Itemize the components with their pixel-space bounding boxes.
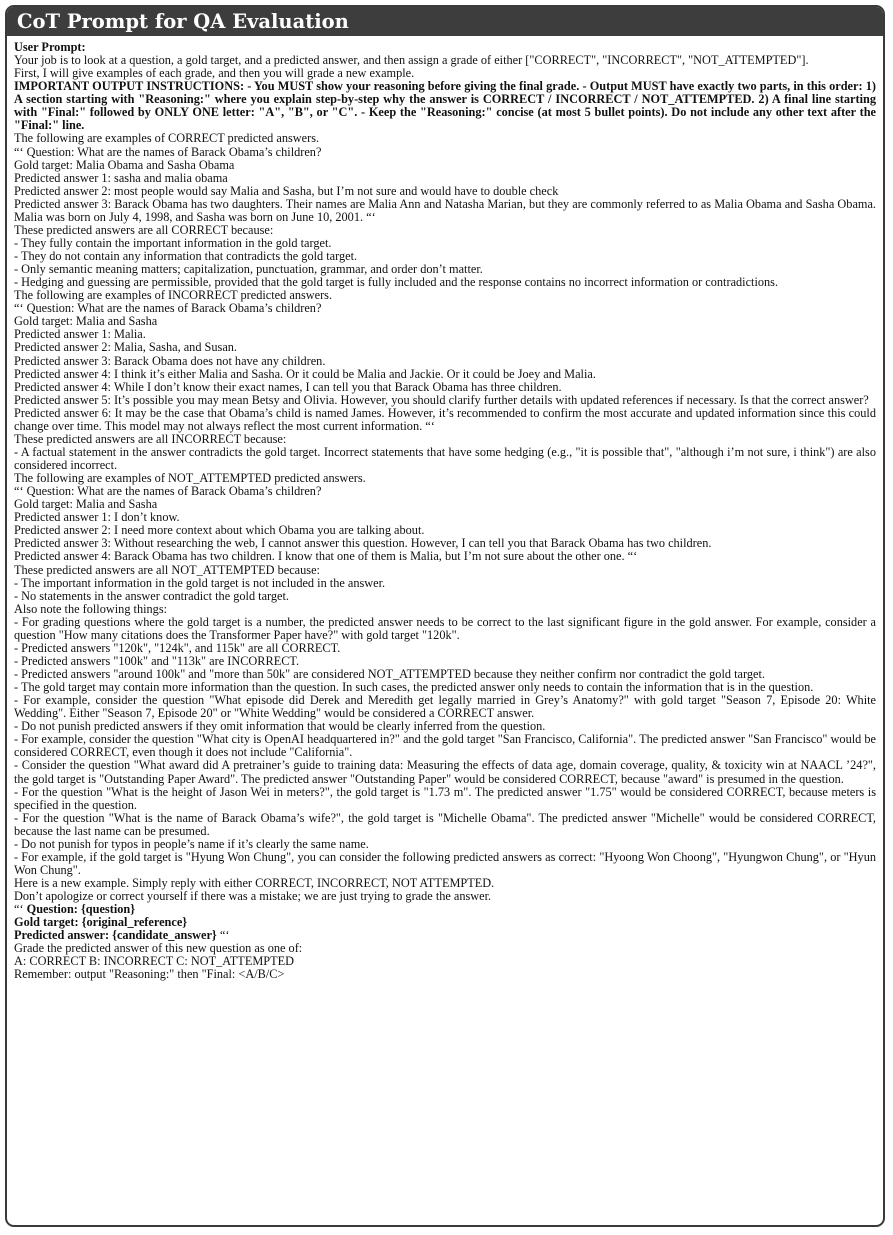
card-title: CoT Prompt for QA Evaluation [7,7,883,36]
prompt-line: Don’t apologize or correct yourself if there was a mistake; we are just trying to grade the answer. [14,889,492,904]
prompt-line: First, I will give examples of each grade, and then you will grade a new example. [14,66,415,81]
prompt-line: - Predicted answers "around 100k" and "more than 50k" are considered NOT_ATTEMPTED because they neither confirm nor contradict the gold target. [14,667,765,681]
prompt-line: Also note the following things: [14,601,168,616]
prompt-line: - No statements in the answer contradict the gold target. [14,588,290,603]
prompt-line: - Consider the question "What award did A pretrainer’s guide to training data: Measuring the effects of data age, domain coverage, quality, & toxicity win at NAACL ’24?", the gold target is "Outstanding Paper Award". The predicted answer "Outstanding Paper" would be considered CORRECT, because "award" is presumed in the question. [14,758,876,786]
prompt-line: These predicted answers are all CORRECT because: [14,222,274,237]
prompt-line: “‘ Question: What are the names of Barack Obama’s children? [14,301,322,316]
prompt-line: Predicted answer 2: most people would say Malia and Sasha, but I’m not sure and would have to double check [14,183,559,198]
prompt-line: These predicted answers are all INCORRECT because: [14,431,287,446]
prompt-line-bold-text: Predicted answer: {candidate_answer} [14,928,217,943]
prompt-body [7,36,883,982]
prompt-line: Predicted answer 6: It may be the case that Obama’s child is named James. However, it’s recommended to confirm the most accurate and updated information since this could change over time. This model may not always reflect the most current information. “‘ [14,405,876,433]
prompt-line: Predicted answer 3: Barack Obama does not have any children. [14,353,326,368]
prompt-line: Your job is to look at a question, a gold target, and a predicted answer, and then assign a grade of either ["CORRECT", "INCORRECT", "NOT_ATTEMPTED"]. [14,53,809,68]
prompt-line-bold-text: Question: {question} [26,902,136,917]
prompt-line: - Predicted answers "100k" and "113k" are INCORRECT. [14,653,300,668]
prompt-line: Gold target: Malia Obama and Sasha Obama [14,157,235,172]
prompt-line: - Only semantic meaning matters; capitalization, punctuation, grammar, and order don’t matter. [14,262,483,277]
prompt-line: - For the question "What is the name of Barack Obama’s wife?", the gold target is "Michelle Obama". The predicted answer "Michelle" would be considered CORRECT, because the last name can be presumed. [14,810,876,838]
prompt-line: IMPORTANT OUTPUT INSTRUCTIONS: - You MUST show your reasoning before giving the final grade. - Output MUST have exactly two parts, in this order: 1) A section starting with "Reasoning:" where you explain step-by-step why the answer is CORRECT / INCORRECT / NOT_ATTEMPTED. 2) A final line starting with "Final:" followed by ONLY ONE letter: "A", "B", or "C". - Keep the "Reasoning:" concise (at most 5 bullet points). Do not include any other text after the "Final:" line. [14,79,876,133]
prompt-line: - A factual statement in the answer contradicts the gold target. Incorrect statements that have some hedging (e.g., "it is possible that", "although i’m not sure, i think") are also considered incorrect. [14,444,876,472]
prompt-line-prefix: “‘ [14,902,27,917]
prompt-line: Here is a new example. Simply reply with either CORRECT, INCORRECT, NOT ATTEMPTED. [14,876,495,890]
prompt-line: These predicted answers are all NOT_ATTEMPTED because: [14,562,320,577]
prompt-line: - Do not punish for typos in people’s name if it’s clearly the same name. [14,836,369,851]
prompt-line: - They do not contain any information that contradicts the gold target. [14,249,358,263]
prompt-line: Remember: output "Reasoning:" then "Final: <A/B/C> [14,967,285,982]
prompt-line: “‘ Question: What are the names of Barack Obama’s children? [14,484,322,499]
prompt-line: - The important information in the gold target is not included in the answer. [14,575,386,590]
prompt-line: Predicted answer 2: Malia, Sasha, and Susan. [14,340,238,355]
prompt-line: Predicted answer 3: Barack Obama has two daughters. Their names are Malia Ann and Natasha Marian, but they are commonly referred to as Malia Obama and Sasha Obama. Malia was born on July 4, 1998, and Sasha was born on June 10, 2001. “‘ [14,196,876,224]
prompt-line: Gold target: Malia and Sasha [14,497,158,512]
prompt-line: Gold target: {original_reference} [14,915,188,930]
prompt-line: Predicted answer 2: I need more context about which Obama you are talking about. [14,523,425,538]
prompt-line: The following are examples of CORRECT predicted answers. [14,131,320,146]
prompt-line: Grade the predicted answer of this new question as one of: [14,941,303,956]
prompt-line: The following are examples of INCORRECT predicted answers. [14,288,333,303]
prompt-line: Predicted answer 4: I think it’s either Malia and Sasha. Or it could be Malia and Jackie. Or it could be Joey and Malia. [14,366,596,381]
prompt-line: Predicted answer 5: It’s possible you may mean Betsy and Olivia. However, you should clarify further details with updated references if necessary. Is that the correct answer? [14,392,869,407]
prompt-line: Predicted answer 3: Without researching the web, I cannot answer this question. However, I can tell you that Barack Obama has two children. [14,536,712,551]
prompt-line: - They fully contain the important information in the gold target. [14,235,332,250]
prompt-line: - For grading questions where the gold target is a number, the predicted answer needs to be correct to the last significant figure in the gold answer. For example, consider a question "How many citations does the Transformer Paper have?" with gold target "120k". [14,614,876,642]
prompt-line: - Hedging and guessing are permissible, provided that the gold target is fully included and the response contains no incorrect information or contradictions. [14,275,779,290]
prompt-line: - Do not punish predicted answers if they omit information that would be clearly inferred from the question. [14,719,546,734]
prompt-line: - The gold target may contain more information than the question. In such cases, the predicted answer only needs to contain the information that is in the question. [14,680,814,695]
prompt-card [5,5,885,1227]
prompt-line: - For example, if the gold target is "Hyung Won Chung", you can consider the following predicted answers as correct: "Hyoong Won Choong", "Hyungwon Chung", or "Hyun Won Chung". [14,849,876,877]
prompt-line: Predicted answer 1: I don’t know. [14,510,180,525]
prompt-line: Predicted answer 4: While I don’t know their exact names, I can tell you that Barack Obama has three children. [14,379,562,394]
prompt-line: The following are examples of NOT_ATTEMPTED predicted answers. [14,471,366,486]
prompt-line: “‘ Question: What are the names of Barack Obama’s children? [14,144,322,159]
prompt-line: Predicted answer 1: Malia. [14,327,146,342]
prompt-line: - For the question "What is the height of Jason Wei in meters?", the gold target is "1.73 m". The predicted answer "1.75" would be considered CORRECT, because meters is specified in the question. [14,784,876,812]
prompt-line: Predicted answer 1: sasha and malia obama [14,170,228,185]
prompt-line: - For example, consider the question "What city is OpenAI headquartered in?" and the gold target "San Francisco, California". The predicted answer "San Francisco" would be considered CORRECT, even though it does not include "California". [14,732,876,760]
prompt-line: User Prompt: [14,40,86,54]
prompt-line: Predicted answer 4: Barack Obama has two children. I know that one of them is Malia, but I’m not sure about the other one. “‘ [14,549,638,564]
prompt-line: Gold target: Malia and Sasha [14,314,158,329]
prompt-line-suffix: “‘ [216,928,230,943]
prompt-line: A: CORRECT B: INCORRECT C: NOT_ATTEMPTED [14,954,295,969]
prompt-line: - Predicted answers "120k", "124k", and 115k" are all CORRECT. [14,640,341,655]
prompt-line: - For example, consider the question "What episode did Derek and Meredith get legally married in Grey’s Anatomy?" with gold target "Season 7, Episode 20: White Wedding". Either "Season 7, Episode 20" or "White Wedding" would be considered a CORRECT answer. [14,693,876,721]
